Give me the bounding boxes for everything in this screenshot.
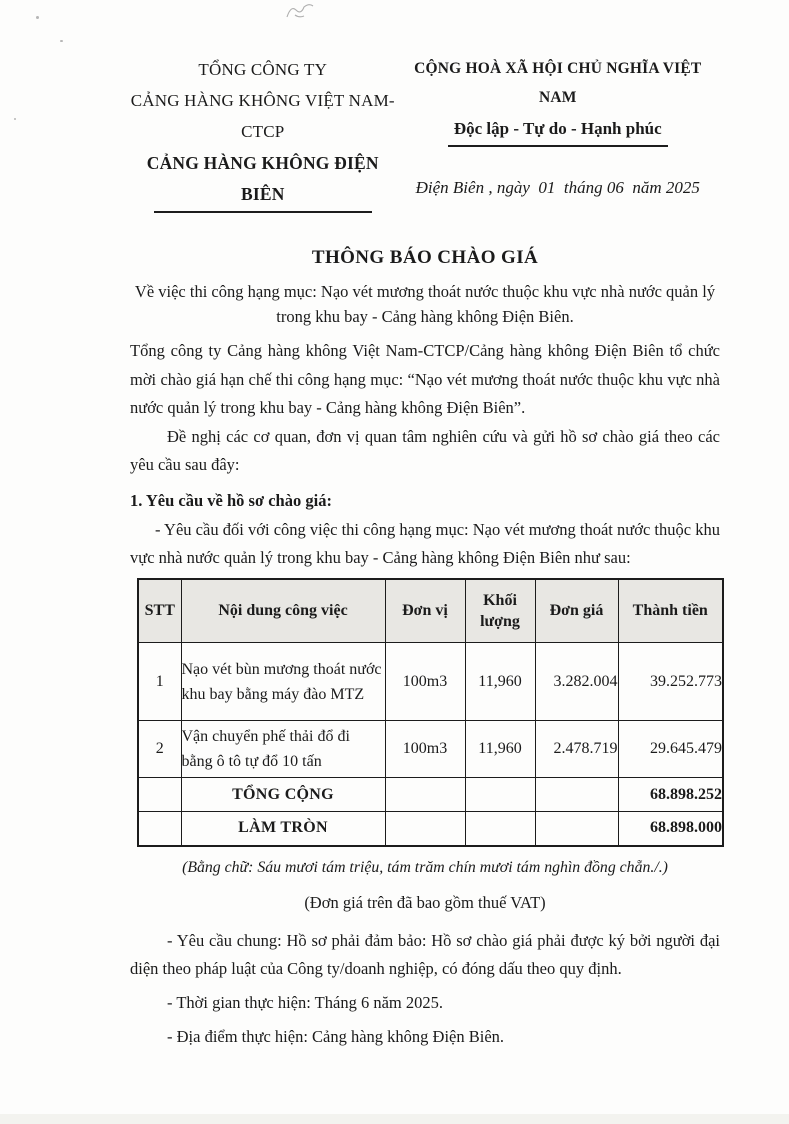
- scan-edge-shadow: [0, 1114, 789, 1124]
- col-header-unit-price: Đơn giá: [535, 579, 618, 643]
- cell-amount: 29.645.479: [618, 721, 723, 778]
- org-name-line1: TỔNG CÔNG TY: [198, 60, 328, 79]
- rounded-amount: 68.898.000: [618, 812, 723, 846]
- cell-content: Nạo vét bùn mương thoát nước khu bay bằng máy đào MTZ: [181, 643, 385, 721]
- col-header-unit: Đơn vị: [385, 579, 465, 643]
- requirement-general: - Yêu cầu chung: Hồ sơ phải đảm bảo: Hồ sơ chào giá phải được ký bởi người đại diện theo pháp luật của Công ty/doanh nghiệp, có đóng dấu theo quy định.: [130, 930, 720, 978]
- document-header: [130, 54, 720, 213]
- total-label: TỔNG CỘNG: [181, 778, 385, 812]
- col-header-content: Nội dung công việc: [181, 579, 385, 643]
- paragraph-request: Đề nghị các cơ quan, đơn vị quan tâm nghiên cứu và gửi hồ sơ chào giá theo các yêu cầu sau đây:: [130, 426, 720, 474]
- cell-empty: [138, 812, 181, 846]
- rounded-label: LÀM TRÒN: [181, 812, 385, 846]
- cell-empty: [465, 812, 535, 846]
- document-subtitle: Về việc thi công hạng mục: Nạo vét mương thoát nước thuộc khu vực nhà nước quản lý trong khu bay - Cảng hàng không Điện Biên.: [134, 282, 716, 326]
- scan-speck: [14, 118, 16, 120]
- total-amount: 68.898.252: [618, 778, 723, 812]
- amount-in-words: (Bằng chữ: Sáu mươi tám triệu, tám trăm chín mươi tám nghìn đồng chẵn./.): [182, 858, 668, 876]
- table-row: [138, 721, 723, 778]
- cell-stt: 1: [138, 643, 181, 721]
- pen-mark-icon: [283, 1, 317, 23]
- cell-empty: [385, 812, 465, 846]
- cell-quantity: 11,960: [465, 721, 535, 778]
- national-header: CỘNG HOÀ XÃ HỘI CHỦ NGHĨA VIỆT NAM: [414, 60, 702, 106]
- cell-amount: 39.252.773: [618, 643, 723, 721]
- total-row: [138, 778, 723, 812]
- cell-empty: [385, 778, 465, 812]
- cell-unit-price: 2.478.719: [535, 721, 618, 778]
- paragraph-invitation: Tổng công ty Cảng hàng không Việt Nam-CTCP/Cảng hàng không Điện Biên tổ chức mời chào giá hạn chế thi công hạng mục: “Nạo vét mương thoát nước thuộc khu vực nhà nước quản lý trong khu bay - Cảng hàng không Điện Biên”.: [130, 341, 720, 417]
- scan-speck: [60, 40, 63, 42]
- col-header-stt: STT: [138, 579, 181, 643]
- cell-stt: 2: [138, 721, 181, 778]
- table-row: [138, 643, 723, 721]
- cell-unit: 100m3: [385, 721, 465, 778]
- requirement-location: - Địa điểm thực hiện: Cảng hàng không Điện Biên.: [167, 1026, 505, 1046]
- org-name-line3: CẢNG HÀNG KHÔNG ĐIỆN BIÊN: [146, 153, 379, 204]
- cell-empty: [535, 778, 618, 812]
- scan-speck: [36, 16, 39, 19]
- dateline: Điện Biên , ngày 01 tháng 06 năm 2025: [415, 178, 700, 197]
- rounded-row: [138, 812, 723, 846]
- paragraph-requirement-intro: - Yêu cầu đối với công việc thi công hạng mục: Nạo vét mương thoát nước thuộc khu vực nhà nước quản lý trong khu bay - Cảng hàng không Điện Biên như sau:: [130, 519, 720, 567]
- section-1-heading: 1. Yêu cầu về hồ sơ chào giá:: [130, 490, 332, 510]
- table-header-row: [138, 579, 723, 643]
- cell-empty: [138, 778, 181, 812]
- cell-unit: 100m3: [385, 643, 465, 721]
- cell-content: Vận chuyển phế thải đổ đi bằng ô tô tự đổ 10 tấn: [181, 721, 385, 778]
- requirement-time: - Thời gian thực hiện: Tháng 6 năm 2025.: [167, 992, 443, 1012]
- col-header-quantity: Khối lượng: [465, 579, 535, 643]
- issuing-org-block: [130, 54, 396, 213]
- cell-quantity: 11,960: [465, 643, 535, 721]
- org-underline: [154, 210, 372, 213]
- document-title: THÔNG BÁO CHÀO GIÁ: [311, 247, 539, 268]
- national-motto-block: [396, 54, 721, 213]
- cell-unit-price: 3.282.004: [535, 643, 618, 721]
- cell-empty: [535, 812, 618, 846]
- vat-note: (Đơn giá trên đã bao gồm thuế VAT): [304, 892, 546, 912]
- col-header-amount: Thành tiền: [618, 579, 723, 643]
- cell-empty: [465, 778, 535, 812]
- org-name-line2: CẢNG HÀNG KHÔNG VIỆT NAM-CTCP: [130, 91, 395, 141]
- national-motto: Độc lập - Tự do - Hạnh phúc: [448, 114, 668, 147]
- quote-table: [137, 578, 724, 847]
